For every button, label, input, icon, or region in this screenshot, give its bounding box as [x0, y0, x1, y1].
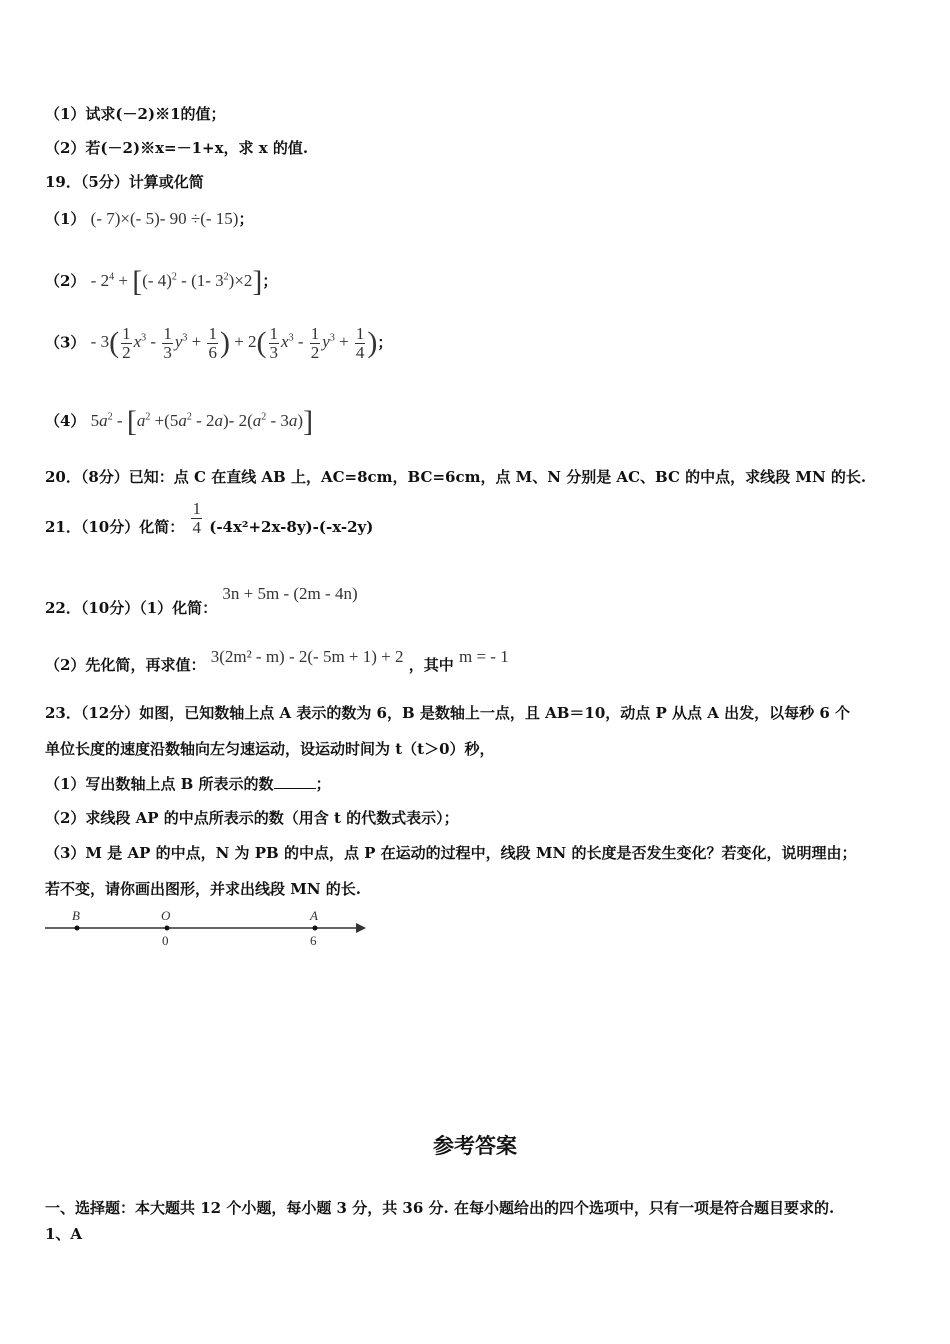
q23-part3b: 若不变，请你画出图形，并求出线段 MN 的长.: [45, 880, 361, 898]
q23-part1: （1）写出数轴上点 B 所表示的数 ；: [45, 775, 331, 793]
q18-part2: （2）若(－2)※x=－1+x，求 x 的值.: [45, 139, 309, 157]
answers-section-heading: 一、选择题：本大题共 12 个小题，每小题 3 分，共 36 分. 在每小题给出的四个选项中，只有一项是符合题目要求的.: [45, 1199, 835, 1217]
q19-part2: $(2) - 2^4$ + [(- 4)$^2$ - (1- $3^2)\times 2$]；: [45, 265, 278, 298]
q22-part2: （2）先化简，再求值： 3(2m² - m) - 2(- 5m + 1) + 2 ，其中 m = - 1: [45, 647, 509, 674]
q23-line1: 23．（12分）如图，已知数轴上点 A 表示的数为 6，B 是数轴上一点，且 AB＝10，动点 P 从点 A 出发，以每秒 6 个: [45, 704, 850, 722]
point-o: [165, 926, 170, 931]
q21-expr: (-4x²+2x-8y)-(-x-2y): [209, 518, 374, 536]
q19-part4: （4） $5a^2 - [a^2 +(5a^2 - 2a)-$ $2(a^2 - 3a)$]: [45, 405, 314, 438]
q18-part1: （1）试求(－2)※1的值；: [45, 105, 226, 123]
q22-part1: 22．（10分）（1）化简： 3n + 5m - (2m - 4n): [45, 584, 358, 617]
answer-1: 1、A: [45, 1225, 83, 1243]
tick-6: 6: [310, 933, 317, 948]
q20: 20．（8分）已知：点 C 在直线 AB 上，AC=8cm，BC=6cm，点 M、N 分别是 AC、BC 的中点，求线段 MN 的长.: [45, 468, 867, 486]
q19-expr3: - 3( $\frac{1}{2}$ $x^3$ - $\frac{1}{3}$ $y^3$ + $\frac{1}{6}$ ) + 2( $\frac{1}{3}$ $x^3$ - $\frac{1}{2}$ $y^3$ + $\frac{1}{4}$ ): [90, 324, 378, 362]
q22-condition: m = - 1: [459, 647, 509, 666]
q21: 21．（10分）化简： $\frac{1}{4}$ (-4x²+2x-8y)-(-x-2y): [45, 499, 374, 537]
label-a: A: [310, 908, 318, 923]
q23-part3a: （3）M 是 AP 的中点，N 为 PB 的中点，点 P 在运动的过程中，线段 MN 的长度是否发生变化？若变化，说明理由；: [45, 844, 857, 862]
point-a: [313, 926, 318, 931]
q19-heading: 19．（5分）计算或化简: [45, 173, 204, 191]
label-o: O: [161, 908, 171, 923]
q19-part3: （3） - 3( $\frac{1}{2}$ $x^3$ - $\frac{1}{3}$ $y^3$ + $\frac{1}{6}$ ) + 2( $\frac{1}{3}$ $x^3$ - $\frac{1}{2}$ $y^3$ + $\frac{1}{4}$ )；: [45, 324, 393, 362]
answer-blank: [274, 788, 316, 789]
q23-part2: （2）求线段 AP 的中点所表示的数（用含 t 的代数式表示）；: [45, 809, 459, 827]
q22-expr1: 3n + 5m - (2m - 4n): [222, 584, 358, 603]
arrow-head-icon: [356, 923, 366, 933]
q23-line2: 单位长度的速度沿数轴向左匀速运动，设运动时间为 t（t＞0）秒，: [45, 740, 495, 758]
q19-part1: （1） (- 7)×(- 5)- 90 ÷(- 15)；: [45, 209, 254, 228]
answers-title: 参考答案: [433, 1133, 517, 1158]
q19-expr1: (- 7)×(- 5)- 90 ÷(- 15): [90, 209, 239, 228]
number-line-figure: [40, 902, 380, 952]
q19-expr2: - $2^4$ + [(- 4)$^2$ - (1- $3^2)\times 2$]: [90, 265, 263, 298]
label-b: B: [72, 908, 80, 923]
point-b: [75, 926, 80, 931]
q19-expr4: $5a^2 - [a^2 +(5a^2 - 2a)-$ $2(a^2 - 3a)$]: [90, 405, 314, 438]
tick-0: 0: [162, 933, 169, 948]
q22-expr2: 3(2m² - m) - 2(- 5m + 1) + 2: [210, 647, 404, 666]
